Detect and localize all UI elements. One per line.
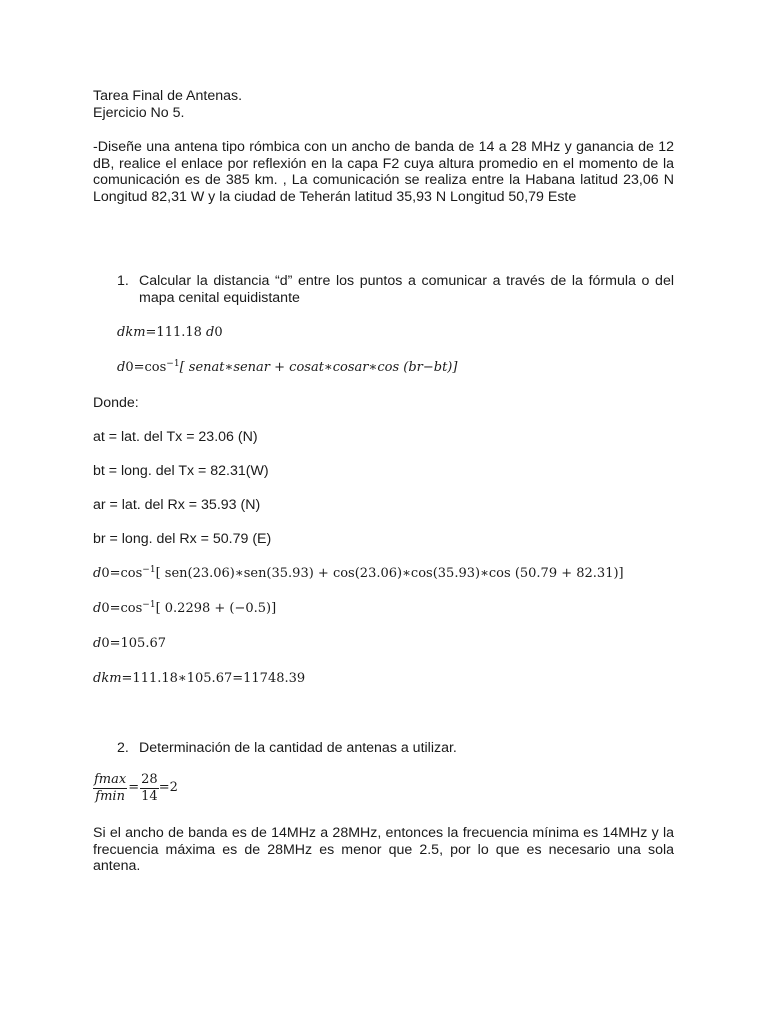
ratio-fraction-vars: $\frac{fmax}{fmin}$ [94, 772, 127, 804]
definition-br: br = long. del Rx = 50.79 (E) [93, 531, 272, 547]
definition-bt: bt = long. del Tx = 82.31(W) [93, 463, 269, 479]
conclusion-paragraph: Si el ancho de banda es de 14MHz a 28MHz, entonces la frecuencia mínima es 14MHz y la frecuencia máxima es de 28MHz es menor que 2.5, por lo que es necesario una sola antena. [93, 825, 674, 874]
ratio-fraction-values: $\frac{28}{14}$ [141, 772, 158, 804]
frequency-ratio: $\frac{fmax}{fmin}$ = $\frac{28}{14}$ =2 [94, 772, 178, 804]
problem-statement: -Diseñe una antena tipo rómbica con un ancho de banda de 14 a 28 MHz y ganancia de 12 dB, realice el enlace por reflexión en la capa F2 cuya altura promedio en el momento de la comunicación es de 385 km. , La comunicación se realiza entre la Habana latitud 23,06 N Longitud 82,31 W y la ciudad de Teherán latitud 35,93 N Longitud 50,79 Este [93, 139, 674, 205]
formula-d0-general: $d0=\cos^{-1}$[ senat∗senar + cosat∗cosar∗cos (br−bt)] [117, 359, 458, 375]
step-1-text: Calcular la distancia “d” entre los puntos a comunicar a través de la fórmula o del mapa cenital equidistante [139, 273, 674, 306]
definition-ar: ar = lat. del Rx = 35.93 (N) [93, 497, 261, 513]
ratio-result: =2 [158, 780, 178, 796]
formula-d0-result: d0=105.67 [93, 636, 166, 651]
exercise-number: Ejercicio No 5. [93, 105, 185, 121]
formula-dkm: dkm=111.18 d0 [117, 325, 223, 340]
where-label: Donde: [93, 395, 139, 411]
formula-d0-substituted: $d0=\cos^{-1}$[ sen(23.06)∗sen(35.93) + cos(23.06)∗cos(35.93)∗cos (50.79 + 82.31)] [93, 565, 624, 581]
document-title: Tarea Final de Antenas. [93, 88, 243, 104]
definition-at: at = lat. del Tx = 23.06 (N) [93, 429, 258, 445]
step-2-text: Determinación de la cantidad de antenas a utilizar. [139, 740, 457, 756]
formula-d0-numeric: $d0=\cos^{-1}$[ 0.2298 + (−0.5)] [93, 600, 277, 616]
step-2-number: 2. [117, 740, 129, 756]
step-1-number: 1. [117, 273, 129, 289]
formula-dkm-result: dkm=111.18∗105.67=11748.39 [93, 671, 306, 686]
